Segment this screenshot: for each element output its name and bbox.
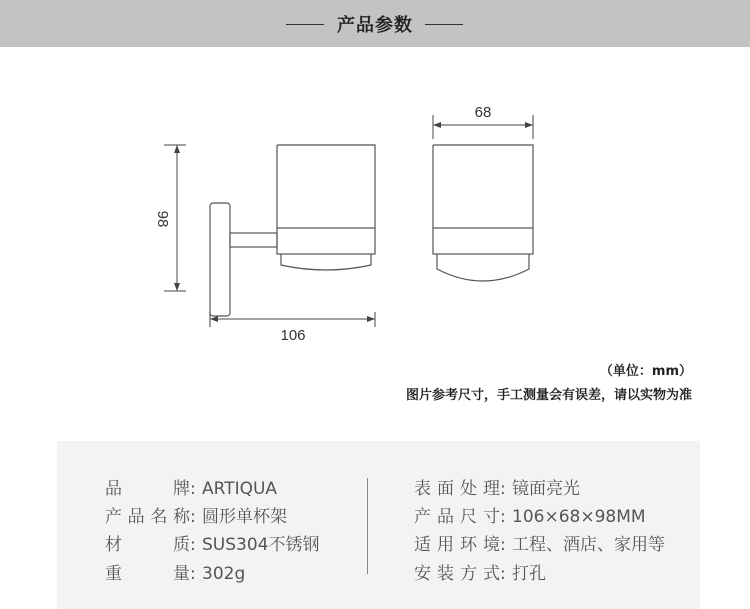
spec-row-brand: 品牌: ARTIQUA (105, 479, 278, 499)
spec-value: 106×68×98MM (512, 507, 646, 527)
depth-label: 68 (474, 104, 492, 121)
spec-key: 表面处理 (414, 479, 500, 499)
spec-key: 材质 (105, 535, 190, 555)
wall-plate (210, 203, 230, 316)
spec-value: ARTIQUA (202, 479, 278, 499)
spec-value: 302g (202, 564, 246, 584)
holder-ring-front (433, 228, 533, 254)
section-title: 产品参数 (337, 15, 413, 36)
unit-note: （单位：mm） (599, 364, 692, 379)
spec-value: 工程、酒店、家用等 (512, 535, 665, 555)
spec-value: 圆形单杯架 (202, 507, 287, 527)
width-label: 106 (280, 327, 306, 344)
spec-value: 镜面亮光 (512, 479, 580, 499)
spec-panel (57, 441, 700, 609)
arm (230, 233, 277, 247)
header-rule-right (425, 24, 463, 25)
measurement-disclaimer: 图片参考尺寸，手工测量会有误差，请以实物为准 (405, 388, 692, 403)
spec-row-installation: 安装方式: 打孔 (414, 564, 546, 584)
spec-value: SUS304不锈钢 (202, 535, 320, 555)
spec-row-size: 产品尺寸: 106×68×98MM (414, 507, 646, 527)
spec-key: 重量 (105, 564, 190, 584)
spec-key: 安装方式 (414, 564, 500, 584)
cup-base-front (437, 254, 529, 281)
spec-row-weight: 重量: 302g (105, 564, 246, 584)
cup-front (433, 145, 533, 228)
spec-row-material: 材质: SUS304不锈钢 (105, 535, 320, 555)
spec-row-environment: 适用环境: 工程、酒店、家用等 (414, 535, 665, 555)
cup-side (277, 145, 375, 228)
spec-divider (367, 478, 368, 574)
height-label: 98 (154, 210, 171, 228)
dimension-drawing (0, 47, 750, 352)
spec-key: 品牌 (105, 479, 190, 499)
holder-ring (277, 228, 375, 254)
spec-key: 适用环境 (414, 535, 500, 555)
spec-row-finish: 表面处理: 镜面亮光 (414, 479, 580, 499)
spec-row-product-name: 产品名称: 圆形单杯架 (105, 507, 287, 527)
section-header (0, 0, 750, 47)
spec-value: 打孔 (512, 564, 546, 584)
spec-key: 产品名称 (105, 507, 190, 527)
spec-key: 产品尺寸 (414, 507, 500, 527)
cup-base-side (281, 254, 371, 270)
